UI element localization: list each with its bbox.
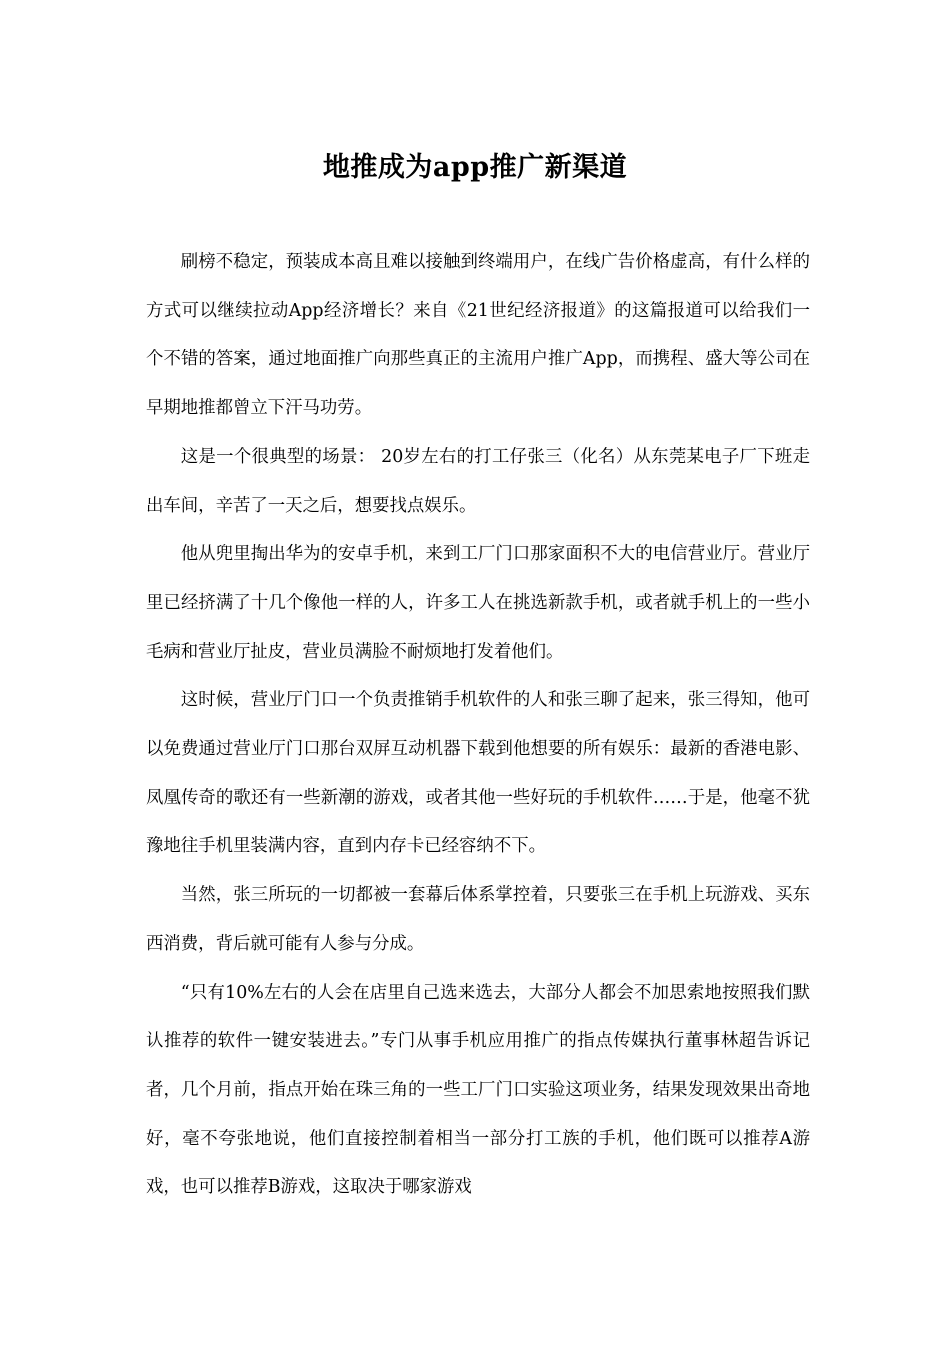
paragraph-4: 这时候，营业厅门口一个负责推销手机软件的人和张三聊了起来，张三得知，他可以免费通过营业厅门口那台双屏互动机器下载到他想要的所有娱乐：最新的香港电影、凤凰传奇的歌还有一些新潮的游戏，或者其他一些好玩的手机软件……于是，他毫不犹豫地往手机里装满内容，直到内存卡已经容纳不下。 — [146, 690, 810, 857]
paragraph-6: “只有10%左右的人会在店里自己选来选去，大部分人都会不加思索地按照我们默认推荐的软件一键安装进去。”专门从事手机应用推广的指点传媒执行董事林超告诉记者，几个月前，指点开始在珠三角的一些工厂门口实验这项业务，结果发现效果出奇地好，毫不夸张地说，他们直接控制着相当一部分打工族的手机，他们既可以推荐A游戏，也可以推荐B游戏，这取决于哪家游戏 — [146, 982, 810, 1198]
paragraph-5: 当然，张三所玩的一切都被一套幕后体系掌控着，只要张三在手机上玩游戏、买东西消费，背后就可能有人参与分成。 — [146, 885, 810, 954]
paragraph-2: 这是一个很典型的场景： 20岁左右的打工仔张三（化名）从东莞某电子厂下班走出车间，辛苦了一天之后，想要找点娱乐。 — [146, 446, 810, 516]
document-body — [146, 238, 810, 1212]
paragraph-1: 刷榜不稳定，预装成本高且难以接触到终端用户，在线广告价格虚高，有什么样的方式可以继续拉动App经济增长？来自《21世纪经济报道》的这篇报道可以给我们一个不错的答案，通过地面推广向那些真正的主流用户推广App，而携程、盛大等公司在早期地推都曾立下汗马功劳。 — [146, 252, 810, 419]
paragraph-3: 他从兜里掏出华为的安卓手机，来到工厂门口那家面积不大的电信营业厅。营业厅里已经挤满了十几个像他一样的人，许多工人在挑选新款手机，或者就手机上的一些小毛病和营业厅扯皮，营业员满脸不耐烦地打发着他们。 — [146, 544, 810, 662]
document-title: 地推成为app推广新渠道 — [322, 152, 628, 183]
